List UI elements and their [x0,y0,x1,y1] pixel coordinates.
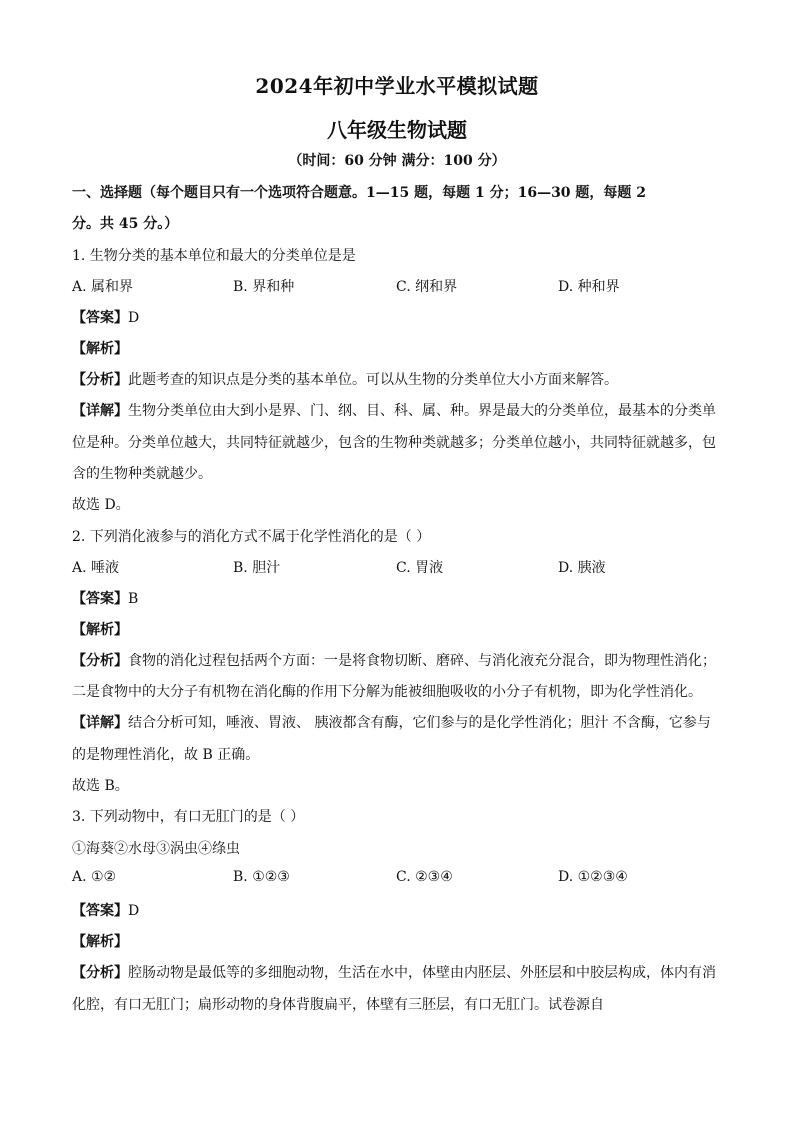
q3-answer [72,900,722,920]
q3-option-a: A. ①② [72,869,117,885]
answer-tag: 【答案】 [72,903,128,919]
q1-xiangjie-line2: 位是种。分类单位越大，共同特征就越少，包含的生物种类就越多；分类单位越小，共同特征就越多，包 [72,435,716,451]
q2-xiangjie-line2: 的是物理性消化，故 B 正确。 [72,747,260,763]
q2-answer-value: B [128,591,139,607]
section-heading-line1: 一、选择题（每个题目只有一个选项符合题意。1—15 题，每题 1 分；16—30 题，每题 2 [72,185,647,201]
q1-option-a: A. 属和界 [72,279,134,295]
analysis-tag: 【解析】 [72,934,128,950]
q1-xiangjie-text1: 生物分类单位由大到小是界、门、纲、目、科、属、种。界是最大的分类单位，最基本的分类单 [128,403,716,419]
q1-fenxi-text: 此题考查的知识点是分类的基本单位。可以从生物的分类单位大小方面来解答。 [128,372,618,388]
q3-analysis-heading [72,931,722,951]
q3-answer-value: D [128,903,140,919]
q1-stem: 1. 生物分类的基本单位和最大的分类单位是是 [72,248,356,264]
q1-answer-value: D [128,310,140,326]
xiangjie-tag: 【详解】 [72,715,128,731]
q3-fenxi-text1: 腔肠动物是最低等的多细胞动物，生活在水中，体壁由内胚层、外胚层和中胶层构成，体内有消 [128,965,716,981]
analysis-tag: 【解析】 [72,622,128,638]
q2-analysis-heading [72,619,722,639]
q2-fenxi-line2: 二是食物中的大分子有机物在消化酶的作用下分解为能被细胞吸收的小分子有机物，即为化学性消化。 [72,684,702,700]
q2-option-a: A. 唾液 [72,560,120,576]
q1-xiangjie-line3: 含的生物种类就越少。 [72,466,212,482]
exam-meta: （时间：60 分钟 满分：100 分） [288,153,506,169]
page-subtitle: 八年级生物试题 [327,118,467,142]
q1-fenxi [72,369,722,389]
q2-option-d: D. 胰液 [558,560,606,576]
q1-option-b: B. 界和种 [233,279,295,295]
q2-option-c: C. 胃液 [396,560,444,576]
q2-xiangjie-line1 [72,712,722,732]
q2-conclusion: 故选 B。 [72,778,129,794]
q3-option-c: C. ②③④ [396,869,453,885]
q2-fenxi-text1: 食物的消化过程包括两个方面：一是将食物切断、磨碎、与消化液充分混合，即为物理性消化； [128,653,716,669]
q2-answer [72,588,722,608]
q1-xiangjie-line1 [72,400,722,420]
q2-option-b: B. 胆汁 [233,560,281,576]
q1-option-c: C. 纲和界 [396,279,458,295]
q3-fenxi-line1 [72,962,722,982]
q3-items: ①海葵②水母③涡虫④绦虫 [72,841,240,857]
page-title: 2024年初中学业水平模拟试题 [255,74,539,98]
q3-option-b: B. ①②③ [233,869,290,885]
q1-conclusion: 故选 D。 [72,497,130,513]
q2-fenxi-line1 [72,650,722,670]
fenxi-tag: 【分析】 [72,965,128,981]
q1-option-d: D. 种和界 [558,279,620,295]
q1-answer [72,307,722,327]
q3-fenxi-line2: 化腔，有口无肛门；扁形动物的身体背腹扁平，体壁有三胚层，有口无肛门。试卷源自 [72,997,604,1013]
q3-stem: 3. 下列动物中，有口无肛门的是（ ） [72,809,305,825]
q2-xiangjie-text1: 结合分析可知，唾液、胃液、 胰液都含有酶，它们参与的是化学性消化；胆汁 不含酶，它参与 [128,715,711,731]
q1-analysis-heading [72,338,722,358]
analysis-tag: 【解析】 [72,341,128,357]
answer-tag: 【答案】 [72,591,128,607]
q2-stem: 2. 下列消化液参与的消化方式不属于化学性消化的是（ ） [72,529,431,545]
section-heading-line2: 分。共 45 分。） [72,216,179,232]
fenxi-tag: 【分析】 [72,372,128,388]
fenxi-tag: 【分析】 [72,653,128,669]
xiangjie-tag: 【详解】 [72,403,128,419]
answer-tag: 【答案】 [72,310,128,326]
q3-option-d: D. ①②③④ [558,869,628,885]
